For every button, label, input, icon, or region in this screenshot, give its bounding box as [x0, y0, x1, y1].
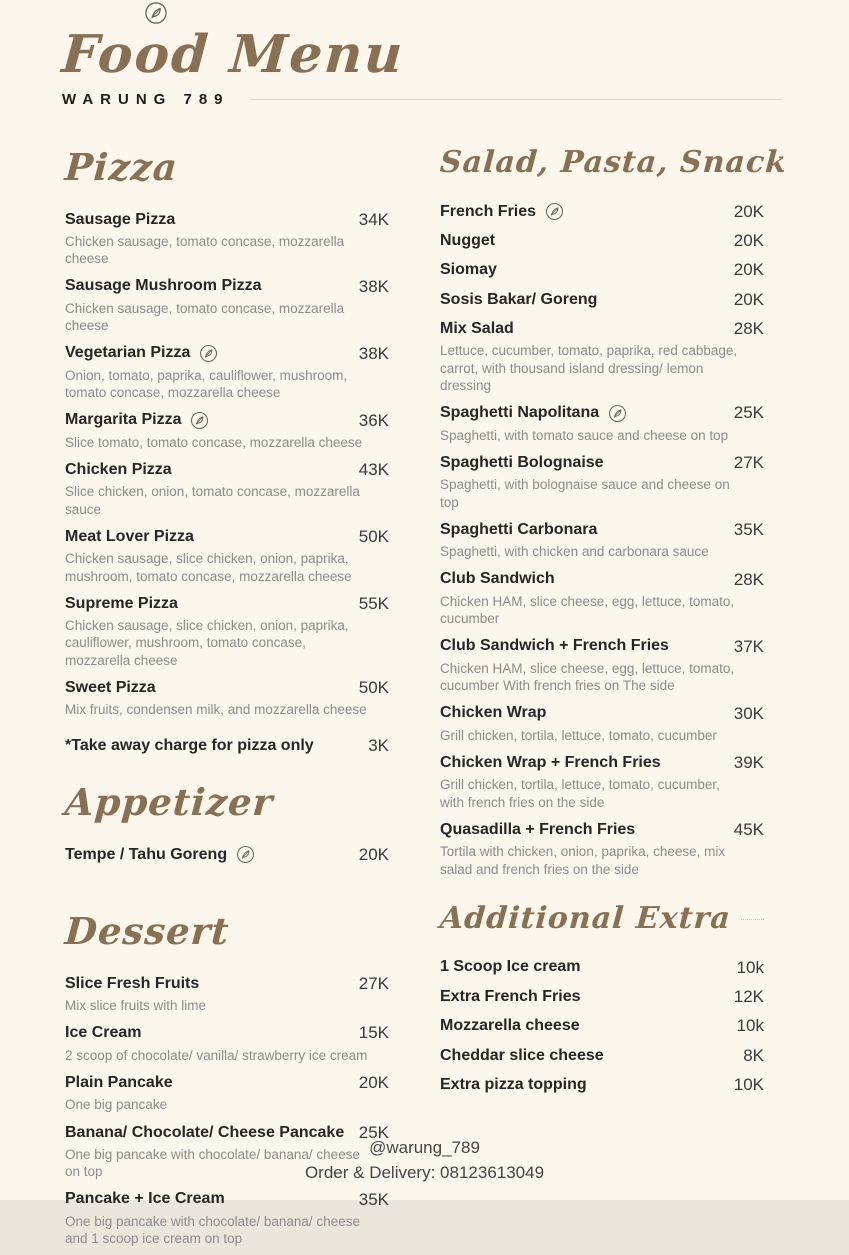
menu-header: [59, 24, 786, 109]
section-heading-row: [65, 910, 389, 953]
menu-item-price: 20K: [733, 289, 764, 309]
page-title: Food Menu: [59, 24, 407, 85]
section-heading-row: [65, 146, 389, 189]
menu-item: [440, 752, 764, 811]
menu-item-description: Chicken HAM, slice cheese, egg, lettuce, tomato, cucumber: [440, 593, 735, 627]
menu-item-name: Siomay: [440, 261, 497, 279]
menu-item-name: Sausage Pizza: [65, 210, 176, 228]
menu-item-description: Spaghetti, with chicken and carbonara sauce: [440, 544, 709, 560]
menu-item-description: One big pancake with chocolate/ banana/ cheese on top: [65, 1146, 360, 1180]
menu-item-price: 27K: [733, 453, 764, 473]
menu-item-name: Vegetarian Pizza: [65, 344, 191, 362]
menu-item: [440, 568, 764, 627]
menu-item-description: Slice tomato, tomato concase, mozzarella cheese: [65, 434, 363, 450]
section-heading: Dessert: [63, 908, 231, 953]
menu-section: [65, 910, 389, 1247]
menu-item-name: Chicken Wrap: [440, 704, 547, 722]
instagram-handle: @warung_789: [369, 1138, 480, 1157]
menu-item: [440, 1015, 764, 1037]
menu-item-price: 55K: [358, 594, 389, 613]
menu-item-price: 30K: [733, 703, 764, 723]
menu-item-description: Mix slice fruits with lime: [65, 997, 207, 1013]
menu-item-price: 20K: [733, 201, 764, 221]
menu-item-price: 50K: [358, 527, 389, 547]
menu-item: [440, 1074, 764, 1096]
menu-item-description: Chicken sausage, tomato concase, mozzarella cheese: [65, 233, 345, 267]
menu-item: [440, 519, 764, 561]
menu-item: [65, 677, 389, 719]
menu-item-price: 35K: [733, 520, 764, 540]
menu-item-name: Tempe / Tahu Goreng: [65, 845, 228, 863]
section-items: [440, 201, 764, 878]
menu-item-price: 25K: [358, 1122, 389, 1142]
menu-section: [440, 902, 764, 1096]
menu-item-name: Spaghetti Bolognaise: [440, 453, 604, 471]
menu-item: [440, 1045, 764, 1067]
menu-item-description: Mix fruits, condensen milk, and mozzarella cheese: [65, 702, 367, 718]
brand-row: [62, 91, 786, 108]
menu-item: [440, 452, 764, 511]
menu-item: [440, 230, 764, 252]
section-items: [65, 209, 389, 758]
section-items: [65, 844, 389, 866]
section-items: [65, 973, 389, 1248]
menu-item-description: Lettuce, cucumber, tomato, paprika, red cabbage, carrot, with thousand island dressing/ lemon dressing: [440, 343, 738, 393]
menu-item-name: Cheddar slice cheese: [440, 1046, 604, 1064]
menu-item-price: 45K: [733, 820, 764, 840]
brand-name: WARUNG 789: [62, 91, 230, 109]
menu-item-name: French Fries: [440, 202, 537, 220]
menu-item-price: 10K: [733, 1075, 764, 1095]
menu-item-name: Club Sandwich: [440, 570, 555, 588]
menu-item-name: Club Sandwich + French Fries: [440, 637, 669, 655]
menu-item-price: 34K: [358, 209, 389, 229]
menu-item-description: Tortila with chicken, onion, paprika, cheese, mix salad and french fries on the side: [440, 844, 726, 877]
menu-item-price: 10k: [736, 957, 764, 977]
menu-item-price: 8K: [743, 1045, 764, 1065]
menu-section: [65, 781, 389, 866]
leaf-icon: [236, 845, 255, 864]
menu-item-description: Grill chicken, tortila, lettuce, tomato, cucumber: [440, 727, 717, 743]
menu-item-name: Margarita Pizza: [65, 411, 182, 429]
menu-item: [65, 275, 389, 334]
menu-item: [65, 409, 389, 451]
menu-item-price: 36K: [358, 410, 389, 430]
menu-item-name: Chicken Wrap + French Fries: [440, 753, 661, 771]
left-column: [65, 146, 389, 1255]
menu-item-name: Sweet Pizza: [65, 679, 156, 696]
menu-section: [65, 146, 389, 757]
menu-item-description: One big pancake: [65, 1097, 168, 1113]
section-heading-row: [65, 781, 389, 824]
menu-item-price: 12K: [733, 986, 764, 1006]
menu-item-description: Chicken sausage, slice chicken, onion, paprika, cauliflower, mushroom, tomato concase, mozzarella cheese: [65, 618, 349, 668]
menu-item-description: Chicken sausage, slice chicken, onion, paprika, mushroom, tomato concase, mozzarella cheese: [65, 551, 352, 584]
leaf-icon: [144, 1, 168, 25]
menu-item: [440, 289, 764, 311]
menu-item-name: Mix Salad: [440, 320, 514, 338]
menu-item-price: 37K: [733, 636, 764, 656]
menu-item-description: Onion, tomato, paprika, cauliflower, mushroom, tomato concase, mozzarella cheese: [65, 367, 348, 401]
menu-item-name: Sausage Mushroom Pizza: [65, 277, 262, 295]
section-heading: Additional Extra: [438, 900, 733, 936]
menu-item-price: 38K: [358, 343, 389, 363]
menu-item: [440, 702, 764, 744]
menu-item-price: 10k: [736, 1016, 764, 1036]
menu-item-name: Spaghetti Napolitana: [440, 404, 600, 422]
menu-item: [65, 342, 389, 401]
menu-item: [65, 526, 389, 585]
header-divider: [250, 99, 782, 100]
menu-item-name: Extra French Fries: [440, 987, 581, 1005]
menu-item-name: Extra pizza topping: [440, 1075, 587, 1093]
section-heading-row: [440, 902, 764, 937]
menu-item-name: *Take away charge for pizza only: [65, 736, 314, 754]
leaf-icon: [608, 404, 627, 423]
menu-item-price: 20K: [733, 260, 764, 280]
menu-item: [65, 1022, 389, 1064]
menu-item-name: Meat Lover Pizza: [65, 527, 194, 545]
menu-item: [440, 318, 764, 394]
menu-item: [65, 844, 389, 866]
leaf-icon: [545, 202, 564, 221]
menu-item-name: Spaghetti Carbonara: [440, 520, 598, 538]
menu-item-price: 50K: [358, 678, 389, 698]
menu-item-price: 28K: [733, 319, 764, 339]
menu-item: [65, 1072, 389, 1114]
menu-item-price: 25K: [733, 403, 764, 423]
menu-item-name: Mozzarella cheese: [440, 1017, 580, 1035]
menu-item-name: 1 Scoop Ice cream: [440, 958, 581, 976]
menu-item-description: Spaghetti, with tomato sauce and cheese on top: [440, 427, 729, 443]
menu-item-description: Slice chicken, onion, tomato concase, mozzarella sauce: [65, 484, 360, 517]
right-column: [438, 145, 789, 1103]
menu-item: [440, 201, 764, 223]
menu-item: [65, 735, 389, 757]
menu-item-description: Grill chicken, tortila, lettuce, tomato, cucumber, with french fries on the side: [440, 777, 720, 810]
menu-item: [65, 459, 389, 518]
menu-item: [440, 259, 764, 281]
menu-item: [65, 593, 389, 669]
menu-item-price: 15K: [358, 1023, 389, 1043]
section-heading: Pizza: [63, 145, 180, 189]
menu-item: [440, 956, 764, 978]
leaf-icon: [199, 344, 218, 363]
section-items: [440, 956, 764, 1096]
menu-item: [65, 209, 389, 268]
menu-item: [440, 635, 764, 694]
menu-item-price: 27K: [358, 973, 389, 993]
menu-item-description: One big pancake with chocolate/ banana/ cheese and 1 scoop ice cream on top: [65, 1213, 360, 1247]
menu-item-price: 35K: [358, 1189, 389, 1209]
menu-item-description: Chicken sausage, tomato concase, mozzarella cheese: [65, 300, 345, 334]
menu-item-price: 39K: [733, 753, 764, 773]
menu-item-price: 20K: [358, 844, 389, 864]
menu-item-price: 38K: [358, 276, 389, 296]
section-heading: Salad, Pasta, Snack: [438, 145, 789, 180]
menu-section: [438, 145, 789, 878]
menu-item-description: Spaghetti, with bolognaise sauce and cheese on top: [440, 477, 730, 510]
menu-item: [440, 402, 764, 444]
menu-item-name: Supreme Pizza: [65, 594, 178, 612]
section-heading: Appetizer: [63, 780, 275, 825]
order-delivery: Order & Delivery: 08123613049: [304, 1162, 545, 1182]
menu-item-name: Chicken Pizza: [65, 460, 172, 478]
menu-footer: [0, 1136, 849, 1185]
menu-item: [440, 986, 764, 1008]
menu-item-name: Sosis Bakar/ Goreng: [440, 290, 598, 308]
menu-item-name: Banana/ Chocolate/ Cheese Pancake: [65, 1123, 345, 1141]
menu-item-description: Chicken HAM, slice cheese, egg, lettuce, tomato, cucumber With french fries on The side: [440, 660, 735, 694]
leaf-icon: [190, 411, 209, 430]
menu-item-price: 3K: [368, 735, 389, 755]
menu-item-price: 20K: [733, 231, 764, 251]
menu-item-name: Slice Fresh Fruits: [65, 974, 200, 992]
menu-item-description: 2 scoop of chocolate/ vanilla/ strawberry ice cream: [65, 1047, 368, 1063]
menu-item-price: 43K: [358, 460, 389, 480]
menu-item-price: 28K: [733, 569, 764, 589]
menu-item-price: 20K: [358, 1073, 389, 1093]
menu-item-name: Pancake + Ice Cream: [65, 1190, 225, 1208]
menu-item-name: Plain Pancake: [65, 1073, 173, 1091]
menu-item: [65, 973, 389, 1015]
menu-item-name: Nugget: [440, 231, 496, 249]
menu-item-name: Ice Cream: [65, 1024, 142, 1042]
menu-item: [440, 819, 764, 878]
menu-item: [65, 1188, 389, 1247]
section-heading-row: [438, 145, 789, 181]
menu-item-name: Quasadilla + French Fries: [440, 820, 636, 838]
